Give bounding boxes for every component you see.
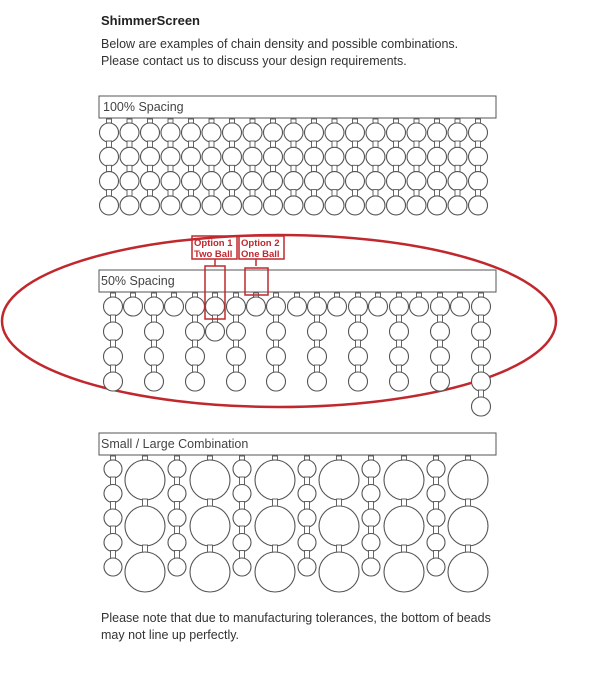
bead bbox=[366, 172, 385, 191]
rail-label-combination: Small / Large Combination bbox=[101, 437, 249, 451]
bead bbox=[284, 196, 303, 215]
bead bbox=[145, 347, 164, 366]
bead bbox=[427, 558, 445, 576]
bead bbox=[161, 172, 180, 191]
bead bbox=[366, 123, 385, 142]
chain-link bbox=[152, 293, 157, 297]
chain-link bbox=[305, 456, 310, 460]
bead bbox=[267, 347, 286, 366]
bead bbox=[349, 372, 368, 391]
rail-label-50: 50% Spacing bbox=[101, 274, 175, 288]
chain-link bbox=[376, 293, 381, 297]
bead bbox=[407, 123, 426, 142]
bead bbox=[125, 460, 165, 500]
chain-link bbox=[209, 119, 214, 123]
bead bbox=[362, 558, 380, 576]
chain-link bbox=[127, 119, 132, 123]
bead bbox=[227, 322, 246, 341]
bead bbox=[223, 147, 242, 166]
bead bbox=[168, 485, 186, 503]
bead bbox=[284, 147, 303, 166]
bead bbox=[255, 506, 295, 546]
bead bbox=[100, 196, 119, 215]
chain-link bbox=[213, 293, 218, 297]
chain-link bbox=[438, 293, 443, 297]
bead bbox=[349, 322, 368, 341]
bead bbox=[104, 460, 122, 478]
chain-link bbox=[312, 119, 317, 123]
rail-label-100: 100% Spacing bbox=[103, 100, 184, 114]
bead bbox=[233, 509, 251, 527]
bead bbox=[104, 509, 122, 527]
bead bbox=[431, 347, 450, 366]
bead bbox=[100, 123, 119, 142]
bead bbox=[202, 123, 221, 142]
bead bbox=[387, 123, 406, 142]
option-1-label-line-1: Option 1 bbox=[194, 238, 233, 249]
bead bbox=[186, 322, 205, 341]
bead bbox=[448, 147, 467, 166]
bead bbox=[227, 372, 246, 391]
bead bbox=[325, 196, 344, 215]
bead bbox=[448, 196, 467, 215]
chain-link bbox=[417, 293, 422, 297]
chain-link bbox=[193, 293, 198, 297]
bead bbox=[206, 297, 225, 316]
chain-link bbox=[234, 293, 239, 297]
bead bbox=[431, 297, 450, 316]
footer-line-2: may not line up perfectly. bbox=[101, 628, 240, 642]
bead bbox=[186, 372, 205, 391]
bead bbox=[255, 460, 295, 500]
chain-link bbox=[458, 293, 463, 297]
bead bbox=[145, 322, 164, 341]
bead bbox=[298, 509, 316, 527]
bead bbox=[407, 147, 426, 166]
bead bbox=[427, 509, 445, 527]
chain-link bbox=[373, 119, 378, 123]
bead bbox=[328, 297, 347, 316]
bead bbox=[387, 196, 406, 215]
chain-link bbox=[434, 456, 439, 460]
bead bbox=[247, 297, 266, 316]
bead bbox=[165, 297, 184, 316]
bead bbox=[161, 196, 180, 215]
bead bbox=[227, 347, 246, 366]
bead-grid-100 bbox=[100, 119, 488, 215]
chain-link bbox=[274, 293, 279, 297]
bead bbox=[104, 372, 123, 391]
bead bbox=[190, 552, 230, 592]
bead bbox=[407, 196, 426, 215]
bead bbox=[267, 372, 286, 391]
bead bbox=[305, 123, 324, 142]
bead bbox=[125, 506, 165, 546]
bead bbox=[168, 460, 186, 478]
section-50-spacing bbox=[2, 235, 556, 416]
bead bbox=[264, 123, 283, 142]
bead bbox=[104, 322, 123, 341]
bead bbox=[125, 552, 165, 592]
bead bbox=[233, 534, 251, 552]
bead bbox=[448, 506, 488, 546]
chain-link bbox=[466, 456, 471, 460]
bead bbox=[384, 460, 424, 500]
bead bbox=[390, 347, 409, 366]
bead bbox=[124, 297, 143, 316]
chain-link bbox=[230, 119, 235, 123]
bead bbox=[120, 196, 139, 215]
chain-link bbox=[107, 119, 112, 123]
chain-link bbox=[337, 456, 342, 460]
bead bbox=[362, 485, 380, 503]
bead bbox=[298, 558, 316, 576]
bead bbox=[427, 460, 445, 478]
section-100-spacing bbox=[99, 96, 496, 215]
bead bbox=[202, 147, 221, 166]
bead bbox=[366, 196, 385, 215]
bead bbox=[104, 347, 123, 366]
bead bbox=[233, 460, 251, 478]
chain-link bbox=[476, 119, 481, 123]
bead bbox=[308, 372, 327, 391]
bead bbox=[104, 558, 122, 576]
chain-link bbox=[397, 293, 402, 297]
bead bbox=[384, 506, 424, 546]
bead bbox=[104, 534, 122, 552]
bead bbox=[202, 172, 221, 191]
bead bbox=[325, 123, 344, 142]
bead bbox=[410, 297, 429, 316]
chain-link bbox=[250, 119, 255, 123]
bead bbox=[141, 172, 160, 191]
bead bbox=[448, 552, 488, 592]
chain-link bbox=[131, 293, 136, 297]
bead bbox=[227, 297, 246, 316]
bead bbox=[141, 147, 160, 166]
bead bbox=[428, 196, 447, 215]
bead bbox=[182, 147, 201, 166]
bead bbox=[182, 172, 201, 191]
bead bbox=[384, 552, 424, 592]
bead bbox=[145, 372, 164, 391]
chain-link bbox=[335, 293, 340, 297]
bead bbox=[346, 196, 365, 215]
bead bbox=[243, 123, 262, 142]
option-2-label-line-1: Option 2 bbox=[241, 238, 280, 249]
bead bbox=[298, 534, 316, 552]
bead-grid-50 bbox=[104, 293, 491, 416]
bead bbox=[284, 123, 303, 142]
bead bbox=[141, 123, 160, 142]
chain-link bbox=[148, 119, 153, 123]
chain-link bbox=[295, 293, 300, 297]
bead bbox=[469, 147, 488, 166]
bead bbox=[346, 172, 365, 191]
bead bbox=[427, 534, 445, 552]
bead bbox=[428, 172, 447, 191]
bead bbox=[182, 196, 201, 215]
chain-link bbox=[189, 119, 194, 123]
bead bbox=[267, 322, 286, 341]
bead bbox=[186, 297, 205, 316]
bead bbox=[390, 322, 409, 341]
bead bbox=[168, 509, 186, 527]
chain-link bbox=[356, 293, 361, 297]
bead bbox=[469, 196, 488, 215]
bead bbox=[305, 196, 324, 215]
bead bbox=[325, 147, 344, 166]
chain-link bbox=[240, 456, 245, 460]
bead bbox=[104, 485, 122, 503]
bead bbox=[308, 347, 327, 366]
chain-link bbox=[271, 119, 276, 123]
chain-link bbox=[414, 119, 419, 123]
bead bbox=[233, 485, 251, 503]
bead bbox=[431, 372, 450, 391]
intro-line-2: Please contact us to discuss your design requirements. bbox=[101, 54, 407, 68]
option-2-label-line-2: One Ball bbox=[241, 249, 280, 260]
chain-link bbox=[435, 119, 440, 123]
bead bbox=[190, 460, 230, 500]
bead bbox=[319, 460, 359, 500]
bead bbox=[298, 485, 316, 503]
chain-link bbox=[315, 293, 320, 297]
chain-link bbox=[143, 456, 148, 460]
bead bbox=[319, 506, 359, 546]
bead bbox=[305, 172, 324, 191]
bead bbox=[243, 147, 262, 166]
bead bbox=[104, 297, 123, 316]
bead bbox=[469, 172, 488, 191]
bead bbox=[255, 552, 295, 592]
bead bbox=[448, 172, 467, 191]
chain-link bbox=[273, 456, 278, 460]
option-1-label-line-2: Two Ball bbox=[194, 249, 233, 260]
bead bbox=[346, 147, 365, 166]
chain-link bbox=[455, 119, 460, 123]
bead bbox=[387, 147, 406, 166]
chain-link bbox=[291, 119, 296, 123]
intro-line-1: Below are examples of chain density and possible combinations. bbox=[101, 37, 459, 51]
bead bbox=[206, 322, 225, 341]
bead bbox=[448, 123, 467, 142]
bead bbox=[448, 460, 488, 500]
bead bbox=[264, 196, 283, 215]
page-title: ShimmerScreen bbox=[101, 13, 200, 28]
chain-link bbox=[479, 293, 484, 297]
bead bbox=[428, 123, 447, 142]
bead bbox=[319, 552, 359, 592]
bead bbox=[223, 123, 242, 142]
bead bbox=[387, 172, 406, 191]
footer-note bbox=[101, 610, 491, 644]
chain-link bbox=[111, 456, 116, 460]
bead bbox=[223, 172, 242, 191]
bead bbox=[120, 147, 139, 166]
bead bbox=[145, 297, 164, 316]
footer-line-1: Please note that due to manufacturing tolerances, the bottom of beads bbox=[101, 611, 491, 625]
chain-link bbox=[353, 119, 358, 123]
chain-link bbox=[168, 119, 173, 123]
bead bbox=[472, 297, 491, 316]
bead bbox=[264, 172, 283, 191]
chain-link bbox=[208, 456, 213, 460]
bead bbox=[472, 397, 491, 416]
bead bbox=[472, 372, 491, 391]
bead bbox=[288, 297, 307, 316]
bead bbox=[349, 347, 368, 366]
bead bbox=[298, 460, 316, 478]
bead bbox=[346, 123, 365, 142]
bead bbox=[362, 460, 380, 478]
bead bbox=[168, 534, 186, 552]
bead bbox=[182, 123, 201, 142]
bead bbox=[366, 147, 385, 166]
bead bbox=[349, 297, 368, 316]
chain-link bbox=[332, 119, 337, 123]
bead bbox=[427, 485, 445, 503]
bead bbox=[168, 558, 186, 576]
bead bbox=[308, 297, 327, 316]
bead bbox=[325, 172, 344, 191]
bead bbox=[267, 297, 286, 316]
bead bbox=[243, 172, 262, 191]
bead bbox=[141, 196, 160, 215]
bead bbox=[451, 297, 470, 316]
chain-link bbox=[402, 456, 407, 460]
section-small-large-combination bbox=[99, 433, 496, 592]
chain-link bbox=[369, 456, 374, 460]
bead bbox=[161, 123, 180, 142]
chain-link bbox=[394, 119, 399, 123]
bead bbox=[243, 196, 262, 215]
bead bbox=[390, 297, 409, 316]
bead bbox=[190, 506, 230, 546]
bead bbox=[100, 147, 119, 166]
bead bbox=[100, 172, 119, 191]
bead bbox=[161, 147, 180, 166]
bead bbox=[362, 509, 380, 527]
bead bbox=[362, 534, 380, 552]
bead bbox=[472, 322, 491, 341]
bead bbox=[120, 172, 139, 191]
chain-link bbox=[175, 456, 180, 460]
bead bbox=[120, 123, 139, 142]
bead bbox=[431, 322, 450, 341]
bead bbox=[264, 147, 283, 166]
bead bbox=[407, 172, 426, 191]
bead bbox=[223, 196, 242, 215]
bead bbox=[308, 322, 327, 341]
bead bbox=[428, 147, 447, 166]
bead bbox=[469, 123, 488, 142]
bead bbox=[186, 347, 205, 366]
bead bbox=[369, 297, 388, 316]
bead bbox=[390, 372, 409, 391]
bead bbox=[284, 172, 303, 191]
bead bbox=[472, 347, 491, 366]
chain-link bbox=[172, 293, 177, 297]
chain-link bbox=[111, 293, 116, 297]
bead bbox=[305, 147, 324, 166]
bead-grid-combination bbox=[104, 456, 488, 592]
bead bbox=[233, 558, 251, 576]
bead bbox=[202, 196, 221, 215]
